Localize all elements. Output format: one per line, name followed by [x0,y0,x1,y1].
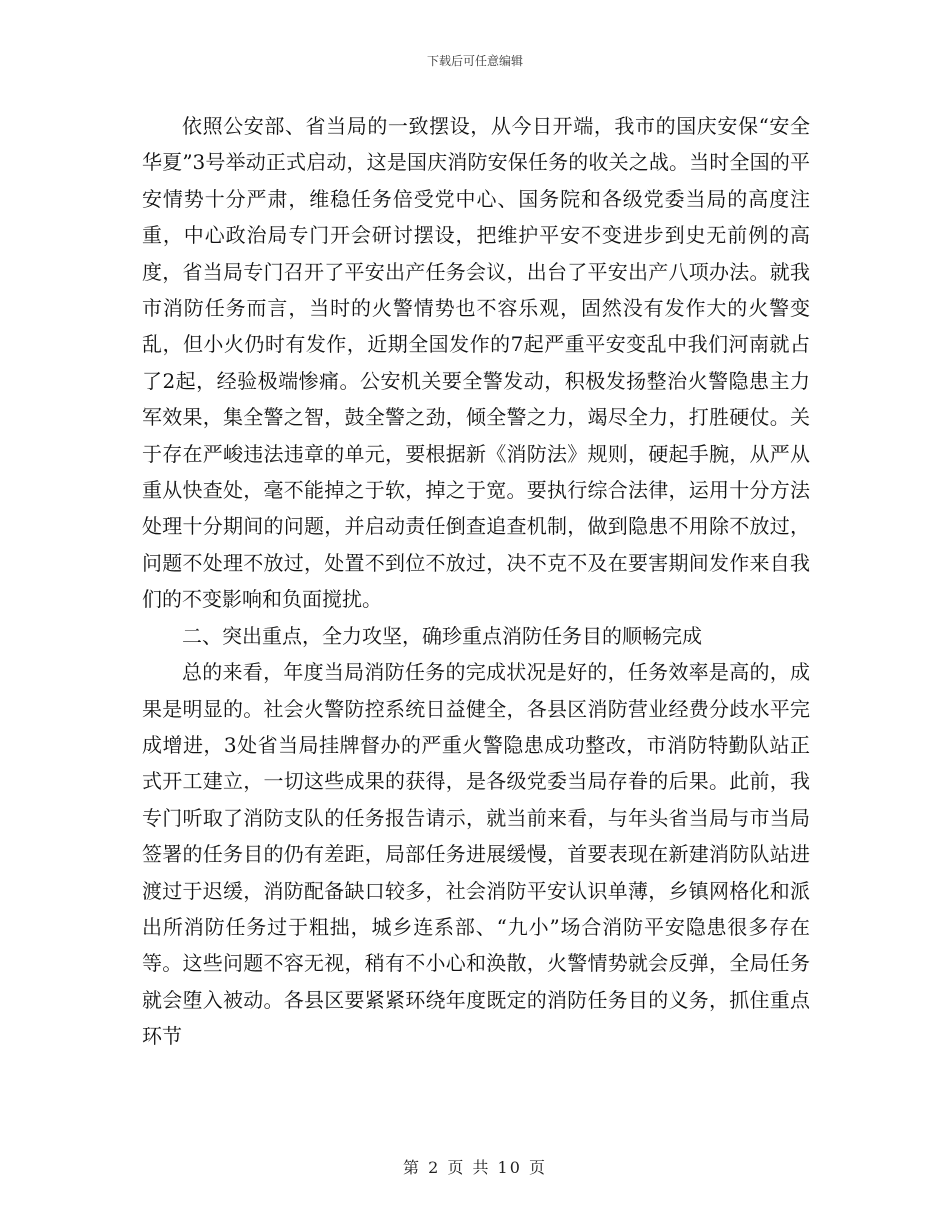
section-heading: 二、突出重点，全力攻坚，确珍重点消防任务目的顺畅完成 [182,623,702,648]
body-paragraph: 总的来看，年度当局消防任务的完成状况是好的，任务效率是高的，成果是明显的。社会火警防控系统日益健全，各县区消防营业经费分歧水平完成增进，3处省当局挂牌督办的严重火警隐患成功整改，市消防特勤队站正式开工建立，一切这些成果的获得，是各级党委当局存眷的后果。此前，我专门听取了消防支队的任务报告请示，就当前来看，与年头省当局与市当局签署的任务目的仍有差距，局部任务进展缓慢，首要表现在新建消防队站进渡过于迟缓，消防配备缺口较多，社会消防平安认识单薄，乡镇网格化和派出所消防任务过于粗拙，城乡连系部、“九小”场合消防平安隐患很多存在等。这些问题不容无视，稍有不小心和涣散，火警情势就会反弹，全局任务就会堕入被动。各县区要紧紧环绕年度既定的消防任务目的义务，抓住重点环节 [142,660,810,1049]
document-body [142,108,810,1055]
page-header-note: 下载后可任意编辑 [426,54,523,68]
page-number: 第 2 页 共 10 页 [403,1158,547,1177]
body-paragraph: 依照公安部、省当局的一致摆设，从今日开端，我市的国庆安保“安全华夏”3号举动正式启动，这是国庆消防安保任务的收关之战。当时全国的平安情势十分严肃，维稳任务倍受党中心、国务院和各级党委当局的高度注重，中心政治局专门开会研讨摆设，把维护平安不变进步到史无前例的高度，省当局专门召开了平安出产任务会议，出台了平安出产八项办法。就我市消防任务而言，当时的火警情势也不容乐观，固然没有发作大的火警变乱，但小火仍时有发作，近期全国发作的7起严重平安变乱中我们河南就占了2起，经验极端惨痛。公安机关要全警发动，积极发扬整治火警隐患主力军效果，集全警之智，鼓全警之劲，倾全警之力，竭尽全力，打胜硬仗。关于存在严峻违法违章的单元，要根据新《消防法》规则，硬起手腕，从严从重从快查处，毫不能掉之于软，掉之于宽。要执行综合法律，运用十分方法处理十分期间的问题，并启动责任倒查追查机制，做到隐患不用除不放过，问题不处理不放过，处置不到位不放过，决不克不及在要害期间发作来自我们的不变影响和负面搅扰。 [142,114,810,612]
